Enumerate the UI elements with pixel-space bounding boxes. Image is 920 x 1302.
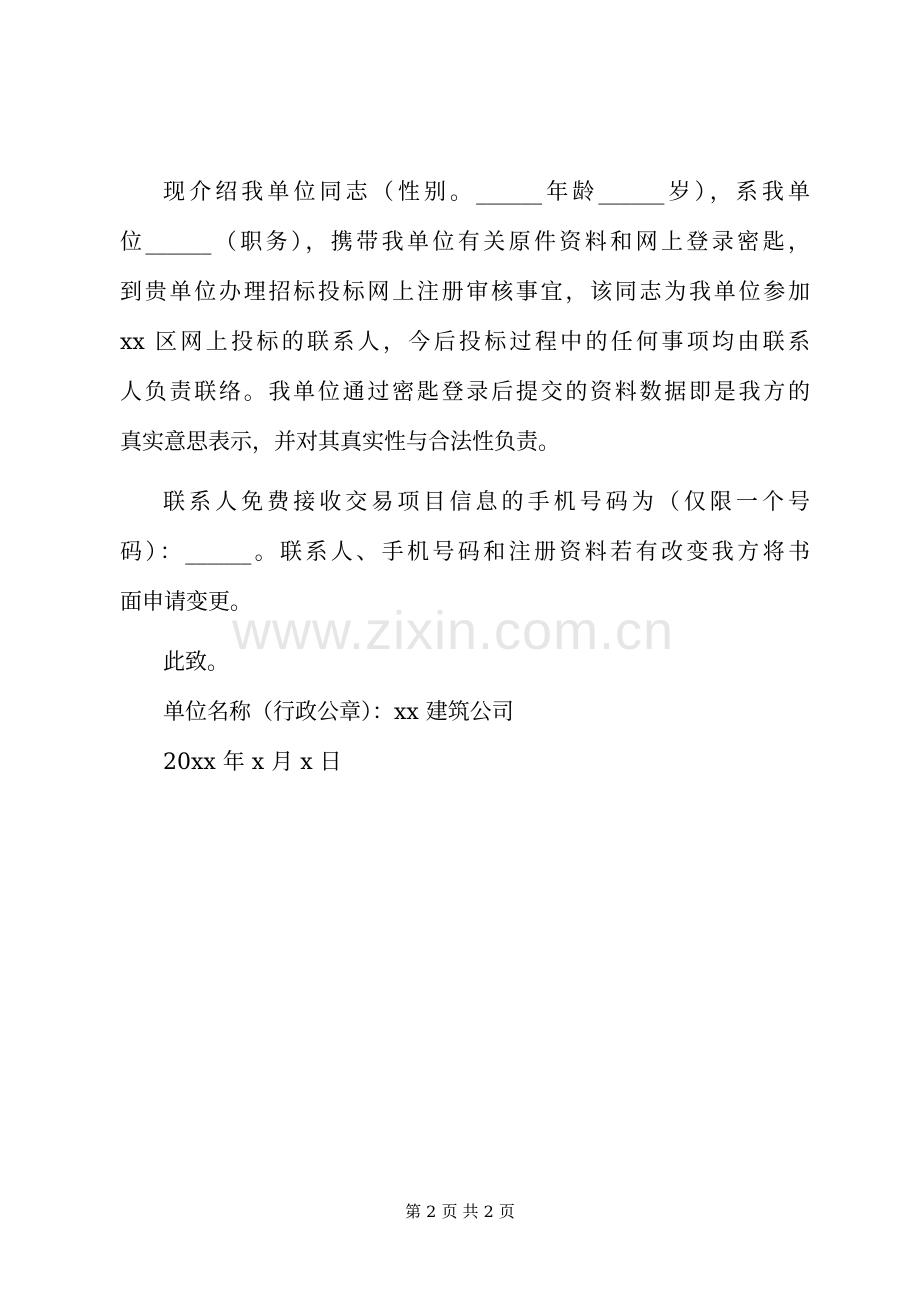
paragraph-2-line-3: 面申请变更。 — [120, 590, 253, 615]
closing-line: 此致。 — [163, 650, 230, 675]
paragraph-2-line-2: 码）：______。联系人、手机号码和注册资料若有改变我方将书 — [120, 540, 810, 565]
unit-name-line: 单位名称（行政公章）：xx 建筑公司 — [163, 700, 514, 725]
paragraph-1-line-3: 到贵单位办理招标投标网上注册审核事宜，该同志为我单位参加 — [120, 280, 810, 305]
paragraph-2-line-1: 联系人免费接收交易项目信息的手机号码为（仅限一个号 — [163, 490, 810, 515]
page-number-footer: 第 2 页 共 2 页 — [405, 1202, 515, 1221]
date-line: 20xx 年 x 月 x 日 — [163, 750, 342, 775]
paragraph-1-line-4: xx 区网上投标的联系人，今后投标过程中的任何事项均由联系 — [120, 330, 810, 355]
paragraph-1-line-1: 现介绍我单位同志（性别。______年龄______岁），系我单 — [163, 180, 810, 205]
paragraph-1-line-6: 真实意思表示，并对其真实性与合法性负责。 — [120, 430, 561, 455]
paragraph-1-line-5: 人负责联络。我单位通过密匙登录后提交的资料数据即是我方的 — [120, 380, 810, 405]
watermark: www.zixin.com.cn — [232, 601, 675, 661]
paragraph-1-line-2: 位______（职务），携带我单位有关原件资料和网上登录密匙， — [120, 230, 810, 255]
